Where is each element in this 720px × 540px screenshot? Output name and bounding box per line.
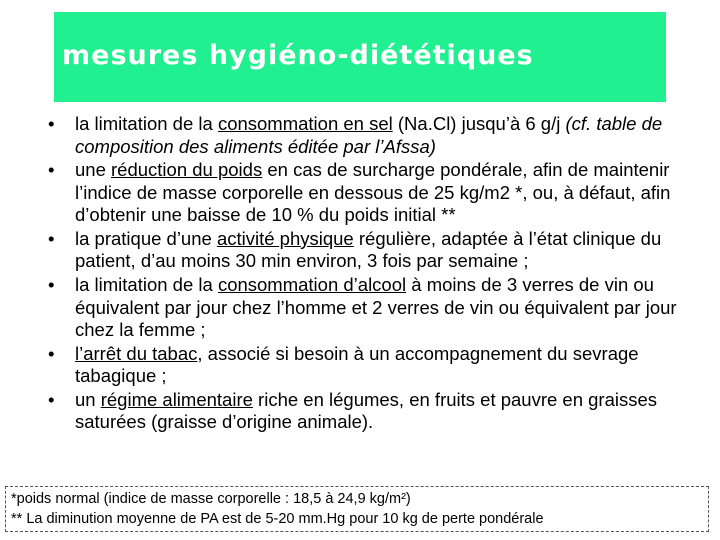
title-banner [54, 12, 666, 102]
bullet-item-weight [48, 159, 688, 227]
footnote-blood-pressure: ** La diminution moyenne de PA est de 5-20 mm.Hg pour 10 kg de perte pondérale [11, 510, 544, 527]
bullet-text: à moins de 3 verres de vin ou équivalent par jour chez l’homme et 2 verres de vin ou équivalent par jour chez la femme ; [75, 274, 677, 341]
bullet-marker: • [48, 159, 55, 181]
bullet-text: régulière, adaptée à l’état clinique du patient, d’au moins 30 min environ, 3 fois par semaine ; [75, 227, 662, 272]
bullet-text: la limitation de la [75, 113, 218, 134]
bullet-text: (Na.Cl) jusqu’à 6 g/j [392, 113, 566, 134]
bullet-marker: • [48, 113, 55, 134]
footnote-box [5, 486, 709, 532]
bullet-text: riche en légumes, en fruits et pauvre en graisses saturées (graisse d’origine animale). [75, 388, 658, 433]
bullet-text: en cas de surcharge pondérale, afin de maintenir l’indice de masse corporelle en dessous de 25 kg/m2 *, ou, à défaut, afin d’obtenir une baisse de 10 % du poids initial ** [75, 159, 671, 226]
bullet-text: la limitation de la [75, 274, 218, 296]
bullet-text: un [75, 388, 101, 410]
slide-title: mesures hygiéno-diététiques [62, 40, 534, 71]
bullet-marker: • [48, 342, 55, 364]
bullet-keyword: réduction du poids [111, 159, 263, 181]
bullet-keyword: activité physique [216, 227, 354, 249]
bullet-list [48, 113, 688, 435]
footnote-bmi: *poids normal (indice de masse corporelle : 18,5 à 24,9 kg/m²) [11, 491, 411, 507]
bullet-keyword: l’arrêt du tabac [75, 342, 198, 364]
bullet-item-tobacco [48, 343, 688, 388]
bullet-marker: • [48, 227, 55, 249]
bullet-text: , associé si besoin à un accompagnement du sevrage tabagique ; [75, 342, 639, 387]
bullet-item-alcohol [48, 274, 688, 342]
bullet-item-diet [48, 389, 688, 434]
bullet-text: la pratique d’une [75, 227, 217, 249]
bullet-marker: • [48, 388, 55, 410]
bullet-keyword: régime alimentaire [100, 388, 253, 410]
bullet-keyword: consommation en sel [217, 113, 393, 134]
bullet-text: une [75, 159, 112, 181]
bullet-item-activity [48, 228, 688, 273]
bullet-item-salt [48, 113, 688, 158]
bullet-reference: (cf. table de composition des aliments éditée par l’Afssa) [75, 113, 663, 157]
bullet-marker: • [48, 274, 55, 296]
bullet-keyword: consommation d’alcool [217, 274, 407, 296]
